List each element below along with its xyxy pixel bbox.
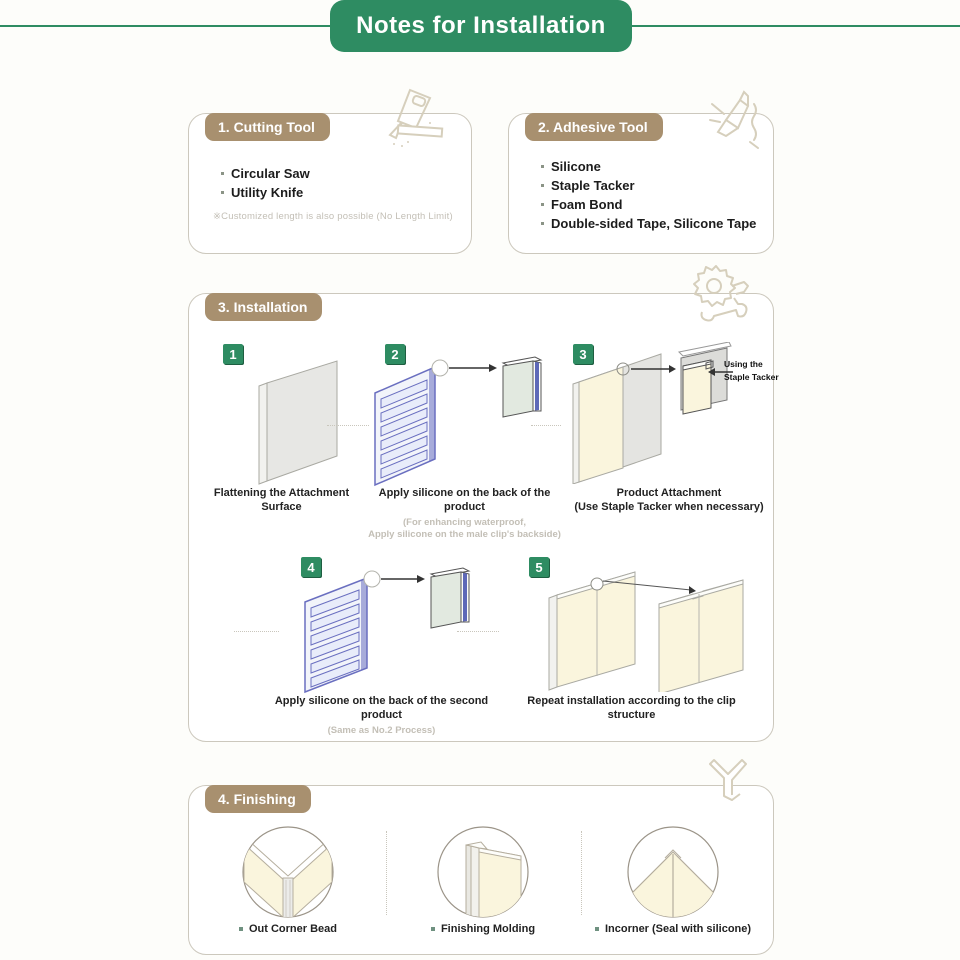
list-item [221, 185, 310, 200]
step-1-caption: Flattening the Attachment Surface [213, 487, 350, 513]
adhesive-tool-header: 2. Adhesive Tool [525, 113, 663, 141]
step-4-caption [269, 695, 494, 737]
caption-note [367, 517, 562, 542]
bullet-icon [541, 165, 544, 168]
finishing-item-label: Finishing Molding [440, 923, 536, 935]
step-2-diagram [361, 349, 561, 487]
bullet-icon [239, 927, 243, 931]
step-4-badge: 4 [301, 557, 321, 577]
out-corner-bead-diagram [240, 824, 336, 920]
tool-item-label: Staple Tacker [551, 178, 635, 193]
annotation-line: Using the [724, 359, 763, 369]
list-item [541, 216, 756, 231]
step-5-caption: Repeat installation according to the clip structure [527, 695, 736, 721]
step-5-badge: 5 [529, 557, 549, 577]
caption-text: Apply silicone on the back of the second product [274, 695, 489, 721]
installation-header: 3. Installation [205, 293, 322, 321]
dotted-separator [327, 425, 369, 426]
step-5-diagram [539, 564, 761, 692]
finishing-item [413, 923, 553, 935]
list-item [541, 178, 756, 193]
list-item [541, 197, 756, 212]
bullet-icon [221, 191, 224, 194]
step-3-caption [569, 487, 769, 515]
finishing-section [188, 785, 774, 955]
bullet-icon [541, 222, 544, 225]
gear-wrench-icon [692, 262, 756, 326]
cutting-note: ※Customized length is also possible (No Length Limit) [213, 211, 453, 222]
annotation-line: Staple Tacker [724, 371, 779, 382]
dotted-separator [234, 631, 279, 632]
caption-note-line: (For enhancing waterproof, [403, 516, 526, 528]
step-1-badge: 1 [223, 344, 243, 364]
step-2-caption [367, 487, 562, 541]
step-4-diagram [281, 562, 481, 694]
bullet-icon [541, 184, 544, 187]
dotted-separator [531, 425, 561, 426]
adhesive-tool-list [541, 159, 756, 235]
bullet-icon [595, 927, 599, 931]
caption-note-line: Apply silicone on the male clip's backside) [368, 528, 561, 540]
tool-item-label: Foam Bond [551, 197, 623, 212]
bullet-icon [221, 172, 224, 175]
page-title: Notes for Installation [356, 12, 606, 39]
finishing-item [577, 923, 769, 935]
page-title-banner [330, 0, 632, 52]
step-2-badge: 2 [385, 344, 405, 364]
silicone-gun-icon [698, 86, 770, 154]
dotted-separator [457, 631, 499, 632]
utility-knife-icon [372, 86, 450, 154]
bullet-icon [541, 203, 544, 206]
tool-item-label: Utility Knife [231, 185, 304, 200]
caption-text: Product Attachment [616, 487, 722, 499]
finishing-item-label: Incorner (Seal with silicone) [604, 923, 752, 935]
finishing-molding-diagram [435, 824, 531, 920]
list-item [541, 159, 756, 174]
caption-text: (Use Staple Tacker when necessary) [574, 500, 764, 513]
finishing-header: 4. Finishing [205, 785, 311, 813]
installation-section [188, 293, 779, 742]
cutting-tool-list [221, 166, 310, 204]
tool-item-label: Double-sided Tape, Silicone Tape [551, 216, 757, 231]
step-1-diagram [219, 354, 359, 486]
tool-item-label: Circular Saw [231, 166, 310, 181]
step-3-badge: 3 [573, 344, 593, 364]
caption-text: Apply silicone on the back of the product [378, 487, 551, 513]
step-3-annotation [724, 358, 779, 384]
dotted-separator [386, 831, 387, 915]
dotted-separator [581, 831, 582, 915]
list-item [221, 166, 310, 181]
corner-bead-icon [700, 756, 756, 808]
cutting-tool-header: 1. Cutting Tool [205, 113, 330, 141]
incorner-diagram [625, 824, 721, 920]
bullet-icon [431, 927, 435, 931]
caption-note: (Same as No.2 Process) [327, 724, 436, 736]
finishing-item [218, 923, 358, 935]
finishing-item-label: Out Corner Bead [248, 923, 337, 935]
tool-item-label: Silicone [551, 159, 601, 174]
